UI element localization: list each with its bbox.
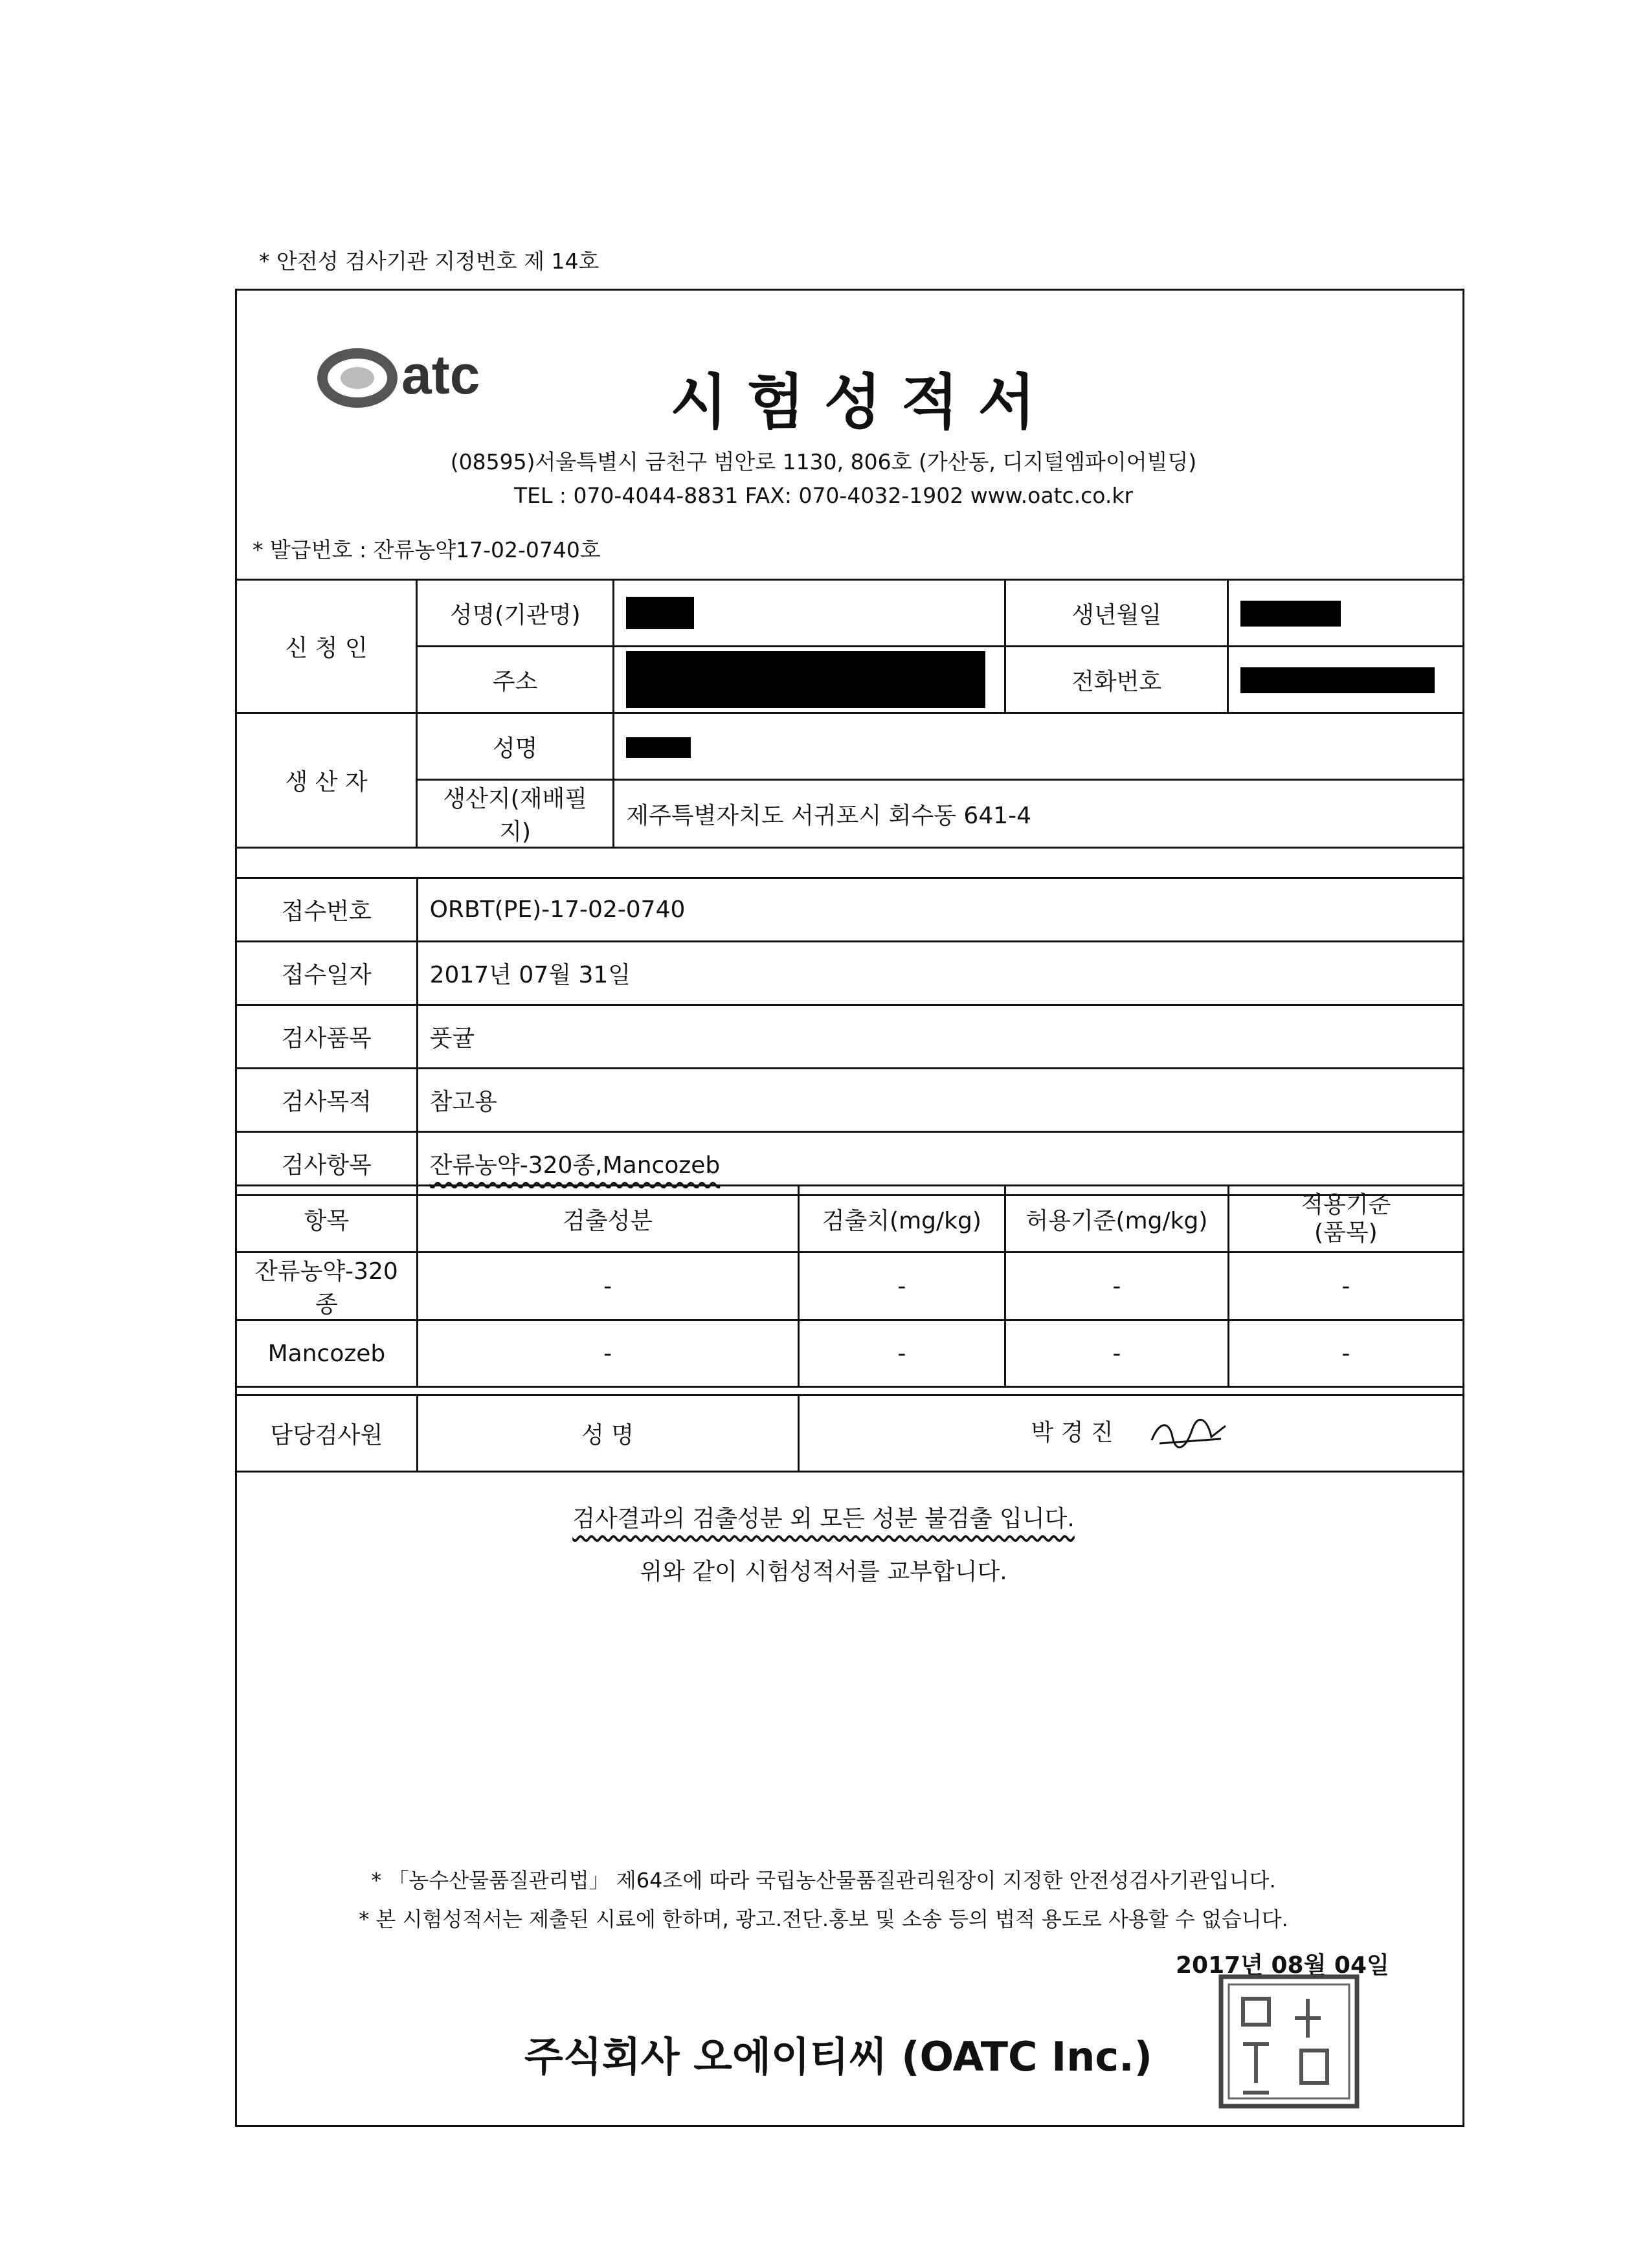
oatc-logo-icon bbox=[317, 342, 537, 413]
designation-note: * 안전성 검사기관 지정번호 제 14호 bbox=[259, 249, 599, 274]
row-tolerance: - bbox=[1005, 1320, 1229, 1387]
inspector-name-value: 박 경 진 bbox=[1031, 1419, 1114, 1446]
test-item-value: 풋귤 bbox=[417, 1005, 1463, 1069]
issue-date: 2017년 08월 04일 bbox=[1176, 1952, 1389, 1979]
test-scope-text: 잔류농약-320종,Mancozeb bbox=[429, 1152, 721, 1179]
table-row bbox=[236, 1320, 1464, 1387]
logo-text: atc bbox=[401, 344, 480, 405]
statement-issuance: 위와 같이 시험성적서를 교부합니다. bbox=[640, 1559, 1007, 1585]
signature-icon bbox=[1147, 1414, 1231, 1453]
company-name: 주식회사 오에이티씨 (OATC Inc.) bbox=[524, 2033, 1152, 2080]
producer-name-value bbox=[614, 713, 1464, 780]
footnote-legal-basis: * 「농수산물품질관리법」 제64조에 따라 국립농산물품질관리원장이 지정한 안전성검사기관입니다. bbox=[371, 1868, 1276, 1893]
redaction-bar bbox=[1240, 667, 1435, 693]
receipt-no-label: 접수번호 bbox=[236, 878, 418, 942]
applicant-address-value bbox=[614, 647, 1005, 713]
row-detected-value: - bbox=[798, 1252, 1005, 1320]
results-header-row bbox=[236, 1186, 1464, 1252]
receipt-table bbox=[235, 877, 1464, 1196]
redaction-bar bbox=[626, 651, 985, 708]
applicant-phone-value bbox=[1228, 647, 1464, 713]
applicant-birth-value bbox=[1228, 580, 1464, 647]
statement-no-detection bbox=[0, 1500, 1647, 1533]
header-detected-component: 검출성분 bbox=[417, 1186, 798, 1252]
row-detected-component: - bbox=[417, 1252, 798, 1320]
producer-origin-label: 생산지(재배필지) bbox=[417, 780, 614, 848]
test-purpose-label: 검사목적 bbox=[236, 1069, 418, 1132]
row-item: Mancozeb bbox=[236, 1320, 418, 1387]
producer-section-label: 생 산 자 bbox=[236, 713, 417, 848]
receipt-date-value: 2017년 07월 31일 bbox=[417, 942, 1463, 1005]
results-table bbox=[235, 1184, 1464, 1388]
applicant-birth-label: 생년월일 bbox=[1005, 580, 1228, 647]
header-detected-value: 검출치(mg/kg) bbox=[798, 1186, 1005, 1252]
row-detected-value: - bbox=[798, 1320, 1005, 1387]
redaction-bar bbox=[1240, 601, 1341, 627]
header-item: 항목 bbox=[236, 1186, 418, 1252]
inspector-label: 담당검사원 bbox=[236, 1395, 418, 1472]
company-address: (08595)서울특별시 금천구 범안로 1130, 806호 (가산동, 디지털엠파이어빌딩) bbox=[450, 449, 1197, 474]
inspector-table bbox=[235, 1394, 1464, 1473]
test-purpose-value: 참고용 bbox=[417, 1069, 1463, 1132]
row-tolerance: - bbox=[1005, 1252, 1229, 1320]
company-seal-icon bbox=[1217, 1973, 1361, 2110]
applicant-section-label: 신 청 인 bbox=[236, 580, 417, 713]
row-applied-standard: - bbox=[1228, 1320, 1463, 1387]
applicant-name-value bbox=[614, 580, 1005, 647]
receipt-no-value: ORBT(PE)-17-02-0740 bbox=[417, 878, 1463, 942]
header-tolerance: 허용기준(mg/kg) bbox=[1005, 1186, 1229, 1252]
footnote-usage-limit: * 본 시험성적서는 제출된 시료에 한하며, 광고.전단.홍보 및 소송 등의 법적 용도로 사용할 수 없습니다. bbox=[359, 1907, 1288, 1931]
inspector-name-label: 성 명 bbox=[417, 1395, 798, 1472]
test-item-label: 검사품목 bbox=[236, 1005, 418, 1069]
producer-origin-value: 제주특별자치도 서귀포시 회수동 641-4 bbox=[614, 780, 1464, 848]
row-applied-standard: - bbox=[1228, 1252, 1463, 1320]
statement-no-detection-text: 검사결과의 검출성분 외 모든 성분 불검출 입니다. bbox=[572, 1506, 1075, 1532]
issue-number: * 발급번호 : 잔류농약17-02-0740호 bbox=[252, 537, 601, 562]
applicant-table bbox=[235, 579, 1464, 849]
applicant-address-label: 주소 bbox=[417, 647, 614, 713]
company-contact: TEL : 070-4044-8831 FAX: 070-4032-1902 www.oatc.co.kr bbox=[513, 483, 1134, 508]
redaction-bar bbox=[626, 737, 691, 758]
header-applied-standard: 적용기준 (품목) bbox=[1228, 1186, 1463, 1252]
producer-name-label: 성명 bbox=[417, 713, 614, 780]
document-title: 시험성적서 bbox=[670, 368, 1055, 437]
applicant-name-label: 성명(기관명) bbox=[417, 580, 614, 647]
redaction-bar bbox=[626, 597, 694, 629]
table-row bbox=[236, 1252, 1464, 1320]
test-scope-label: 검사항목 bbox=[236, 1132, 418, 1195]
receipt-date-label: 접수일자 bbox=[236, 942, 418, 1005]
applicant-phone-label: 전화번호 bbox=[1005, 647, 1228, 713]
row-detected-component: - bbox=[417, 1320, 798, 1387]
row-item: 잔류농약-320종 bbox=[236, 1252, 418, 1320]
inspector-name-cell bbox=[798, 1395, 1463, 1472]
